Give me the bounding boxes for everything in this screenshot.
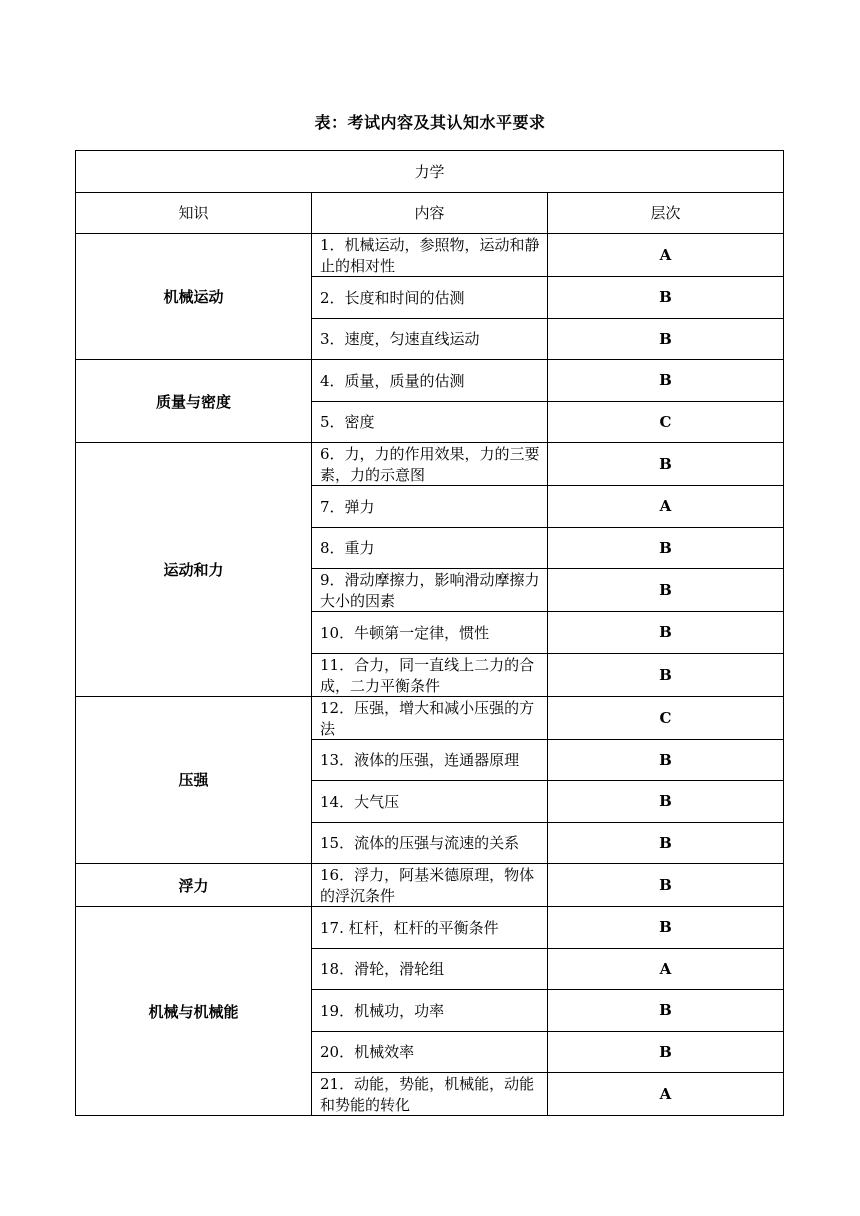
content-cell: 16．浮力，阿基米德原理，物体的浮沉条件 (312, 864, 548, 907)
content-cell: 10．牛顿第一定律，惯性 (312, 612, 548, 654)
header-topic: 知识 (76, 192, 312, 234)
table-row (76, 234, 784, 277)
table-row (76, 696, 784, 739)
content-cell: 19．机械功，功率 (312, 990, 548, 1032)
level-cell: B (548, 781, 784, 823)
content-cell: 7．弹力 (312, 486, 548, 528)
header-row (76, 192, 784, 234)
level-cell: B (548, 864, 784, 907)
content-cell: 18．滑轮，滑轮组 (312, 948, 548, 990)
level-cell: A (548, 486, 784, 528)
level-cell: B (548, 1031, 784, 1073)
content-cell: 20．机械效率 (312, 1031, 548, 1073)
content-cell: 11．合力，同一直线上二力的合成，二力平衡条件 (312, 653, 548, 696)
topic-cell: 质量与密度 (76, 360, 312, 443)
level-cell: C (548, 401, 784, 443)
topic-cell: 机械与机械能 (76, 907, 312, 1116)
content-cell: 2．长度和时间的估测 (312, 277, 548, 319)
content-cell: 1．机械运动，参照物，运动和静止的相对性 (312, 234, 548, 277)
level-cell: C (548, 696, 784, 739)
content-cell: 9．滑动摩擦力，影响滑动摩擦力大小的因素 (312, 569, 548, 612)
content-cell: 5．密度 (312, 401, 548, 443)
header-content: 内容 (312, 192, 548, 234)
level-cell: A (548, 948, 784, 990)
level-cell: B (548, 527, 784, 569)
content-cell: 4．质量，质量的估测 (312, 360, 548, 402)
level-cell: B (548, 318, 784, 360)
content-cell: 6．力，力的作用效果，力的三要素，力的示意图 (312, 443, 548, 486)
section-row (76, 151, 784, 193)
level-cell: B (548, 739, 784, 781)
table-row (76, 360, 784, 402)
topic-cell: 机械运动 (76, 234, 312, 360)
topic-cell: 浮力 (76, 864, 312, 907)
table-caption: 表：考试内容及其认知水平要求 (314, 113, 546, 132)
level-cell: B (548, 907, 784, 949)
content-cell: 8．重力 (312, 527, 548, 569)
topic-cell: 压强 (76, 696, 312, 864)
level-cell: B (548, 360, 784, 402)
content-cell: 13．液体的压强，连通器原理 (312, 739, 548, 781)
topic-cell: 运动和力 (76, 443, 312, 697)
level-cell: B (548, 822, 784, 864)
level-cell: B (548, 443, 784, 486)
content-cell: 17. 杠杆，杠杆的平衡条件 (312, 907, 548, 949)
level-cell: B (548, 990, 784, 1032)
level-cell: A (548, 1073, 784, 1116)
content-cell: 21．动能，势能，机械能，动能和势能的转化 (312, 1073, 548, 1116)
level-cell: B (548, 653, 784, 696)
level-cell: A (548, 234, 784, 277)
table-row (76, 443, 784, 486)
header-level: 层次 (548, 192, 784, 234)
requirements-table (75, 150, 784, 1116)
content-cell: 14．大气压 (312, 781, 548, 823)
level-cell: B (548, 612, 784, 654)
section-title: 力学 (76, 151, 784, 193)
level-cell: B (548, 277, 784, 319)
content-cell: 15．流体的压强与流速的关系 (312, 822, 548, 864)
content-cell: 3．速度，匀速直线运动 (312, 318, 548, 360)
level-cell: B (548, 569, 784, 612)
table-row (76, 864, 784, 907)
table-row (76, 907, 784, 949)
content-cell: 12．压强，增大和减小压强的方法 (312, 696, 548, 739)
